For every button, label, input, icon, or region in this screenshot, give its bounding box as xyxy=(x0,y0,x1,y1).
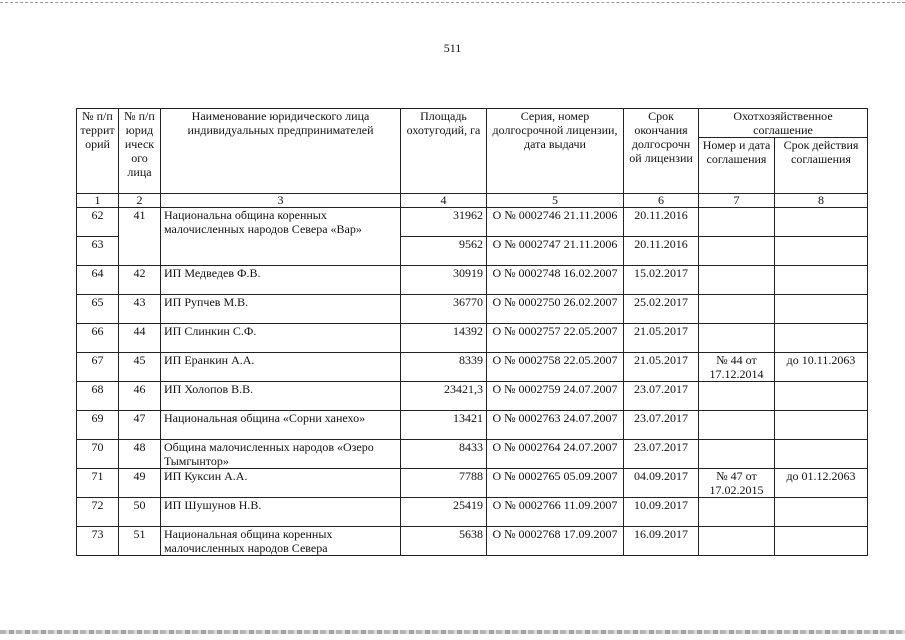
cell-term: 23.07.2017 xyxy=(624,411,699,440)
cell-terr-no: 70 xyxy=(77,440,119,469)
cell-name: ИП Шушунов Н.В. xyxy=(161,498,401,527)
header-agreement: Охотхозяйственное соглашение xyxy=(699,109,868,138)
cell-terr-no: 68 xyxy=(77,382,119,411)
cell-agreement-number xyxy=(699,237,775,266)
scan-edge-bottom xyxy=(0,630,905,634)
cell-name: Национальная община коренных малочисленных народов Севера xyxy=(161,527,401,556)
cell-terr-no: 66 xyxy=(77,324,119,353)
cell-terr-no: 73 xyxy=(77,527,119,556)
cell-area: 31962 xyxy=(401,208,487,237)
cell-legal-no: 46 xyxy=(119,382,161,411)
cell-legal-no: 49 xyxy=(119,469,161,498)
cell-agreement-number xyxy=(699,498,775,527)
cell-legal-no: 44 xyxy=(119,324,161,353)
cell-area: 14392 xyxy=(401,324,487,353)
cell-name: ИП Медведев Ф.В. xyxy=(161,266,401,295)
cell-license: О № 0002759 24.07.2007 xyxy=(487,382,624,411)
cell-legal-no: 48 xyxy=(119,440,161,469)
column-number-row xyxy=(77,194,868,208)
table-row xyxy=(77,411,868,440)
header-term: Срок окончания долгосрочн ой лицензии xyxy=(624,109,699,194)
cell-agreement-number: № 44 от 17.12.2014 xyxy=(699,353,775,382)
cell-agreement-term xyxy=(775,382,868,411)
cell-area: 23421,3 xyxy=(401,382,487,411)
hunting-license-table xyxy=(76,108,868,556)
cell-license: О № 0002758 22.05.2007 xyxy=(487,353,624,382)
cell-agreement-number xyxy=(699,382,775,411)
page-number: 511 xyxy=(443,41,462,55)
cell-term: 16.09.2017 xyxy=(624,527,699,556)
table-row xyxy=(77,527,868,556)
column-number: 8 xyxy=(775,194,868,208)
table-row xyxy=(77,498,868,527)
cell-license: О № 0002748 16.02.2007 xyxy=(487,266,624,295)
cell-area: 5638 xyxy=(401,527,487,556)
cell-terr-no: 65 xyxy=(77,295,119,324)
column-number: 6 xyxy=(624,194,699,208)
table-row xyxy=(77,440,868,469)
table-row xyxy=(77,266,868,295)
cell-area: 30919 xyxy=(401,266,487,295)
column-number: 7 xyxy=(699,194,775,208)
cell-terr-no: 67 xyxy=(77,353,119,382)
header-area: Площадь охотугодий, га xyxy=(401,109,487,194)
cell-agreement-term xyxy=(775,440,868,469)
cell-license: О № 0002765 05.09.2007 xyxy=(487,469,624,498)
cell-terr-no: 71 xyxy=(77,469,119,498)
cell-legal-no: 41 xyxy=(119,208,161,266)
cell-legal-no: 50 xyxy=(119,498,161,527)
header-row-1 xyxy=(77,109,868,138)
cell-agreement-term xyxy=(775,295,868,324)
cell-terr-no: 72 xyxy=(77,498,119,527)
cell-area: 13421 xyxy=(401,411,487,440)
cell-agreement-term xyxy=(775,208,868,237)
cell-legal-no: 45 xyxy=(119,353,161,382)
table-row xyxy=(77,382,868,411)
cell-agreement-term xyxy=(775,411,868,440)
column-number: 5 xyxy=(487,194,624,208)
cell-term: 04.09.2017 xyxy=(624,469,699,498)
column-number: 4 xyxy=(401,194,487,208)
column-number: 1 xyxy=(77,194,119,208)
cell-agreement-number: № 47 от 17.02.2015 xyxy=(699,469,775,498)
cell-term: 20.11.2016 xyxy=(624,208,699,237)
cell-terr-no: 64 xyxy=(77,266,119,295)
cell-agreement-number xyxy=(699,527,775,556)
cell-term: 25.02.2017 xyxy=(624,295,699,324)
header-agreement-term: Срок действия соглашения xyxy=(775,138,868,194)
cell-agreement-term xyxy=(775,498,868,527)
header-license: Серия, номер долгосрочной лицензии, дата выдачи xyxy=(487,109,624,194)
cell-license: О № 0002768 17.09.2007 xyxy=(487,527,624,556)
cell-agreement-term xyxy=(775,527,868,556)
cell-license: О № 0002750 26.02.2007 xyxy=(487,295,624,324)
cell-name: ИП Еранкин А.А. xyxy=(161,353,401,382)
cell-agreement-term: до 01.12.2063 xyxy=(775,469,868,498)
header-legal-no: № п/п юрид ическ ого лица xyxy=(119,109,161,194)
cell-license: О № 0002763 24.07.2007 xyxy=(487,411,624,440)
cell-name: ИП Холопов В.В. xyxy=(161,382,401,411)
cell-name: ИП Рупчев М.В. xyxy=(161,295,401,324)
cell-terr-no: 69 xyxy=(77,411,119,440)
cell-license: О № 0002747 21.11.2006 xyxy=(487,237,624,266)
cell-area: 25419 xyxy=(401,498,487,527)
cell-area: 36770 xyxy=(401,295,487,324)
cell-agreement-term: до 10.11.2063 xyxy=(775,353,868,382)
scan-edge-top xyxy=(0,2,905,3)
cell-area: 8339 xyxy=(401,353,487,382)
cell-name: Национальная община «Сорни ханехо» xyxy=(161,411,401,440)
cell-term: 23.07.2017 xyxy=(624,382,699,411)
cell-term: 21.05.2017 xyxy=(624,324,699,353)
table-body xyxy=(77,208,868,556)
cell-agreement-number xyxy=(699,440,775,469)
cell-term: 23.07.2017 xyxy=(624,440,699,469)
cell-name: ИП Куксин А.А. xyxy=(161,469,401,498)
cell-agreement-term xyxy=(775,266,868,295)
cell-area: 9562 xyxy=(401,237,487,266)
table-row xyxy=(77,469,868,498)
cell-agreement-term xyxy=(775,324,868,353)
column-number: 2 xyxy=(119,194,161,208)
cell-license: О № 0002746 21.11.2006 xyxy=(487,208,624,237)
column-number: 3 xyxy=(161,194,401,208)
cell-terr-no: 63 xyxy=(77,237,119,266)
cell-legal-no: 51 xyxy=(119,527,161,556)
cell-license: О № 0002764 24.07.2007 xyxy=(487,440,624,469)
table-row xyxy=(77,324,868,353)
cell-name: Община малочисленных народов «Озеро Тымгынтор» xyxy=(161,440,401,469)
header-agreement-number: Номер и дата соглашения xyxy=(699,138,775,194)
cell-area: 7788 xyxy=(401,469,487,498)
header-terr-no: № п/п террит орий xyxy=(77,109,119,194)
cell-legal-no: 42 xyxy=(119,266,161,295)
cell-term: 21.05.2017 xyxy=(624,353,699,382)
cell-legal-no: 43 xyxy=(119,295,161,324)
table-row xyxy=(77,208,868,237)
header-name: Наименование юридического лица индивидуальных предпринимателей xyxy=(161,109,401,194)
cell-license: О № 0002766 11.09.2007 xyxy=(487,498,624,527)
cell-term: 10.09.2017 xyxy=(624,498,699,527)
cell-name: ИП Слинкин С.Ф. xyxy=(161,324,401,353)
cell-area: 8433 xyxy=(401,440,487,469)
cell-agreement-number xyxy=(699,208,775,237)
cell-term: 20.11.2016 xyxy=(624,237,699,266)
cell-agreement-number xyxy=(699,411,775,440)
cell-agreement-number xyxy=(699,266,775,295)
cell-name: Национальна община коренных малочисленных народов Севера «Вар» xyxy=(161,208,401,266)
cell-agreement-term xyxy=(775,237,868,266)
cell-legal-no: 47 xyxy=(119,411,161,440)
cell-agreement-number xyxy=(699,324,775,353)
cell-term: 15.02.2017 xyxy=(624,266,699,295)
cell-agreement-number xyxy=(699,295,775,324)
cell-terr-no: 62 xyxy=(77,208,119,237)
cell-license: О № 0002757 22.05.2007 xyxy=(487,324,624,353)
table-row xyxy=(77,353,868,382)
table-row xyxy=(77,295,868,324)
